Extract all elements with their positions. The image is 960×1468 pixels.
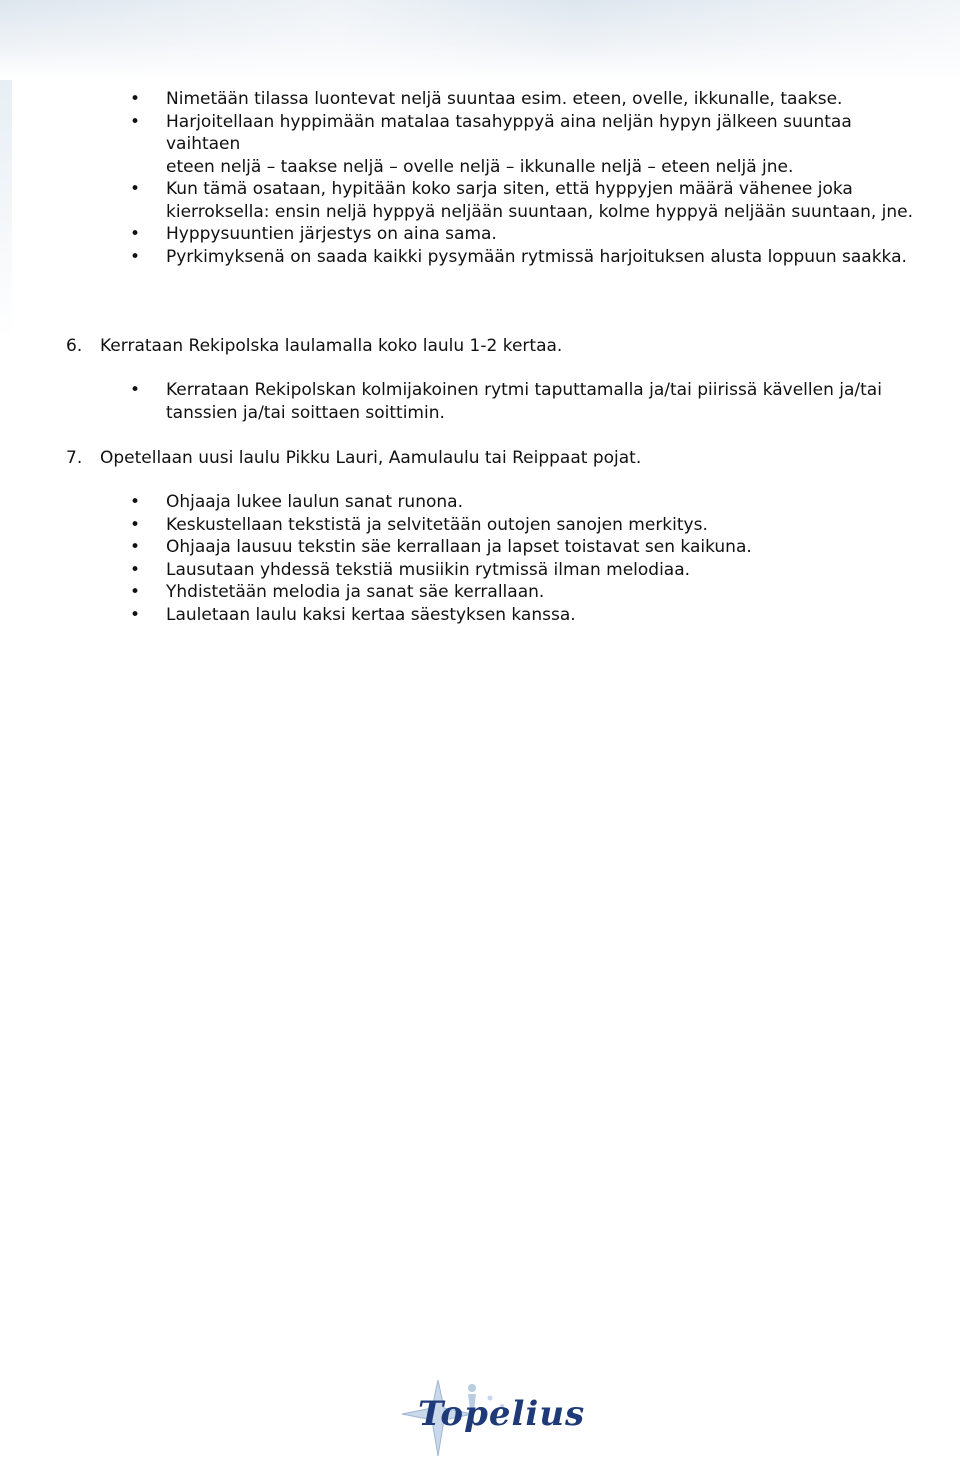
list-item: • Kerrataan Rekipolskan kolmijakoinen rytmi taputtamalla ja/tai piirissä kävellen ja/tai tanssien ja/tai soittaen soittimin. xyxy=(130,380,882,423)
bullet-icon: • xyxy=(130,582,141,602)
list-item: • Yhdistetään melodia ja sanat säe kerrallaan. xyxy=(130,582,545,602)
bullet-icon: • xyxy=(130,492,141,512)
bullet-icon: • xyxy=(130,537,141,557)
bullet-icon: • xyxy=(130,380,141,400)
bullet-icon: • xyxy=(130,224,141,244)
step6-list xyxy=(0,379,926,424)
bullet-icon: • xyxy=(130,604,141,625)
page-header-decoration xyxy=(0,0,960,80)
bullet-icon: • xyxy=(130,179,141,199)
list-item: • Keskustellaan tekstistä ja selvitetään outojen sanojen merkitys. xyxy=(130,514,708,535)
bullet-icon: • xyxy=(130,89,141,109)
list-item: • Ohjaaja lausuu tekstin säe kerrallaan ja lapset toistavat sen kaikuna. xyxy=(130,537,752,557)
list-item: • Lausutaan yhdessä tekstiä musiikin rytmissä ilman melodiaa. xyxy=(130,559,691,580)
list-item: • Lauletaan laulu kaksi kertaa säestyksen kanssa. xyxy=(130,604,576,625)
topelius-logo xyxy=(398,1376,586,1462)
section1-list xyxy=(0,88,926,268)
list-item: • Nimetään tilassa luontevat neljä suuntaa esim. eteen, ovelle, ikkunalle, taakse. xyxy=(130,89,843,109)
step-7-heading: 7. Opetellaan uusi laulu Pikku Lauri, Aamulaulu tai Reippaat pojat. xyxy=(66,448,642,468)
logo-text: Topelius xyxy=(418,1394,586,1434)
list-item: • Pyrkimyksenä on saada kaikki pysymään rytmissä harjoituksen alusta loppuun saakka. xyxy=(130,246,907,267)
list-item: • Ohjaaja lukee laulun sanat runona. xyxy=(130,492,463,512)
step7-list xyxy=(0,491,926,626)
bullet-icon: • xyxy=(130,246,141,267)
bullet-icon: • xyxy=(130,111,141,132)
list-item: • Hyppysuuntien järjestys on aina sama. xyxy=(130,224,497,244)
step-6-heading: 6. Kerrataan Rekipolska laulamalla koko laulu 1-2 kertaa. xyxy=(66,336,563,356)
list-item: • Kun tämä osataan, hypitään koko sarja siten, että hyppyjen määrä vähenee joka kierroksella: ensin neljä hyppyä neljään suuntaan, kolme hyppyä neljään suuntaan, jne. xyxy=(130,179,914,222)
list-item-continuation: eteen neljä – taakse neljä – ovelle neljä – ikkunalle neljä – eteen neljä jne. xyxy=(166,156,794,177)
list-item: • Harjoitellaan hyppimään matalaa tasahyppyä aina neljän hypyn jälkeen suuntaa vaihtaen xyxy=(130,111,852,154)
bullet-icon: • xyxy=(130,514,141,535)
bullet-icon: • xyxy=(130,559,141,580)
